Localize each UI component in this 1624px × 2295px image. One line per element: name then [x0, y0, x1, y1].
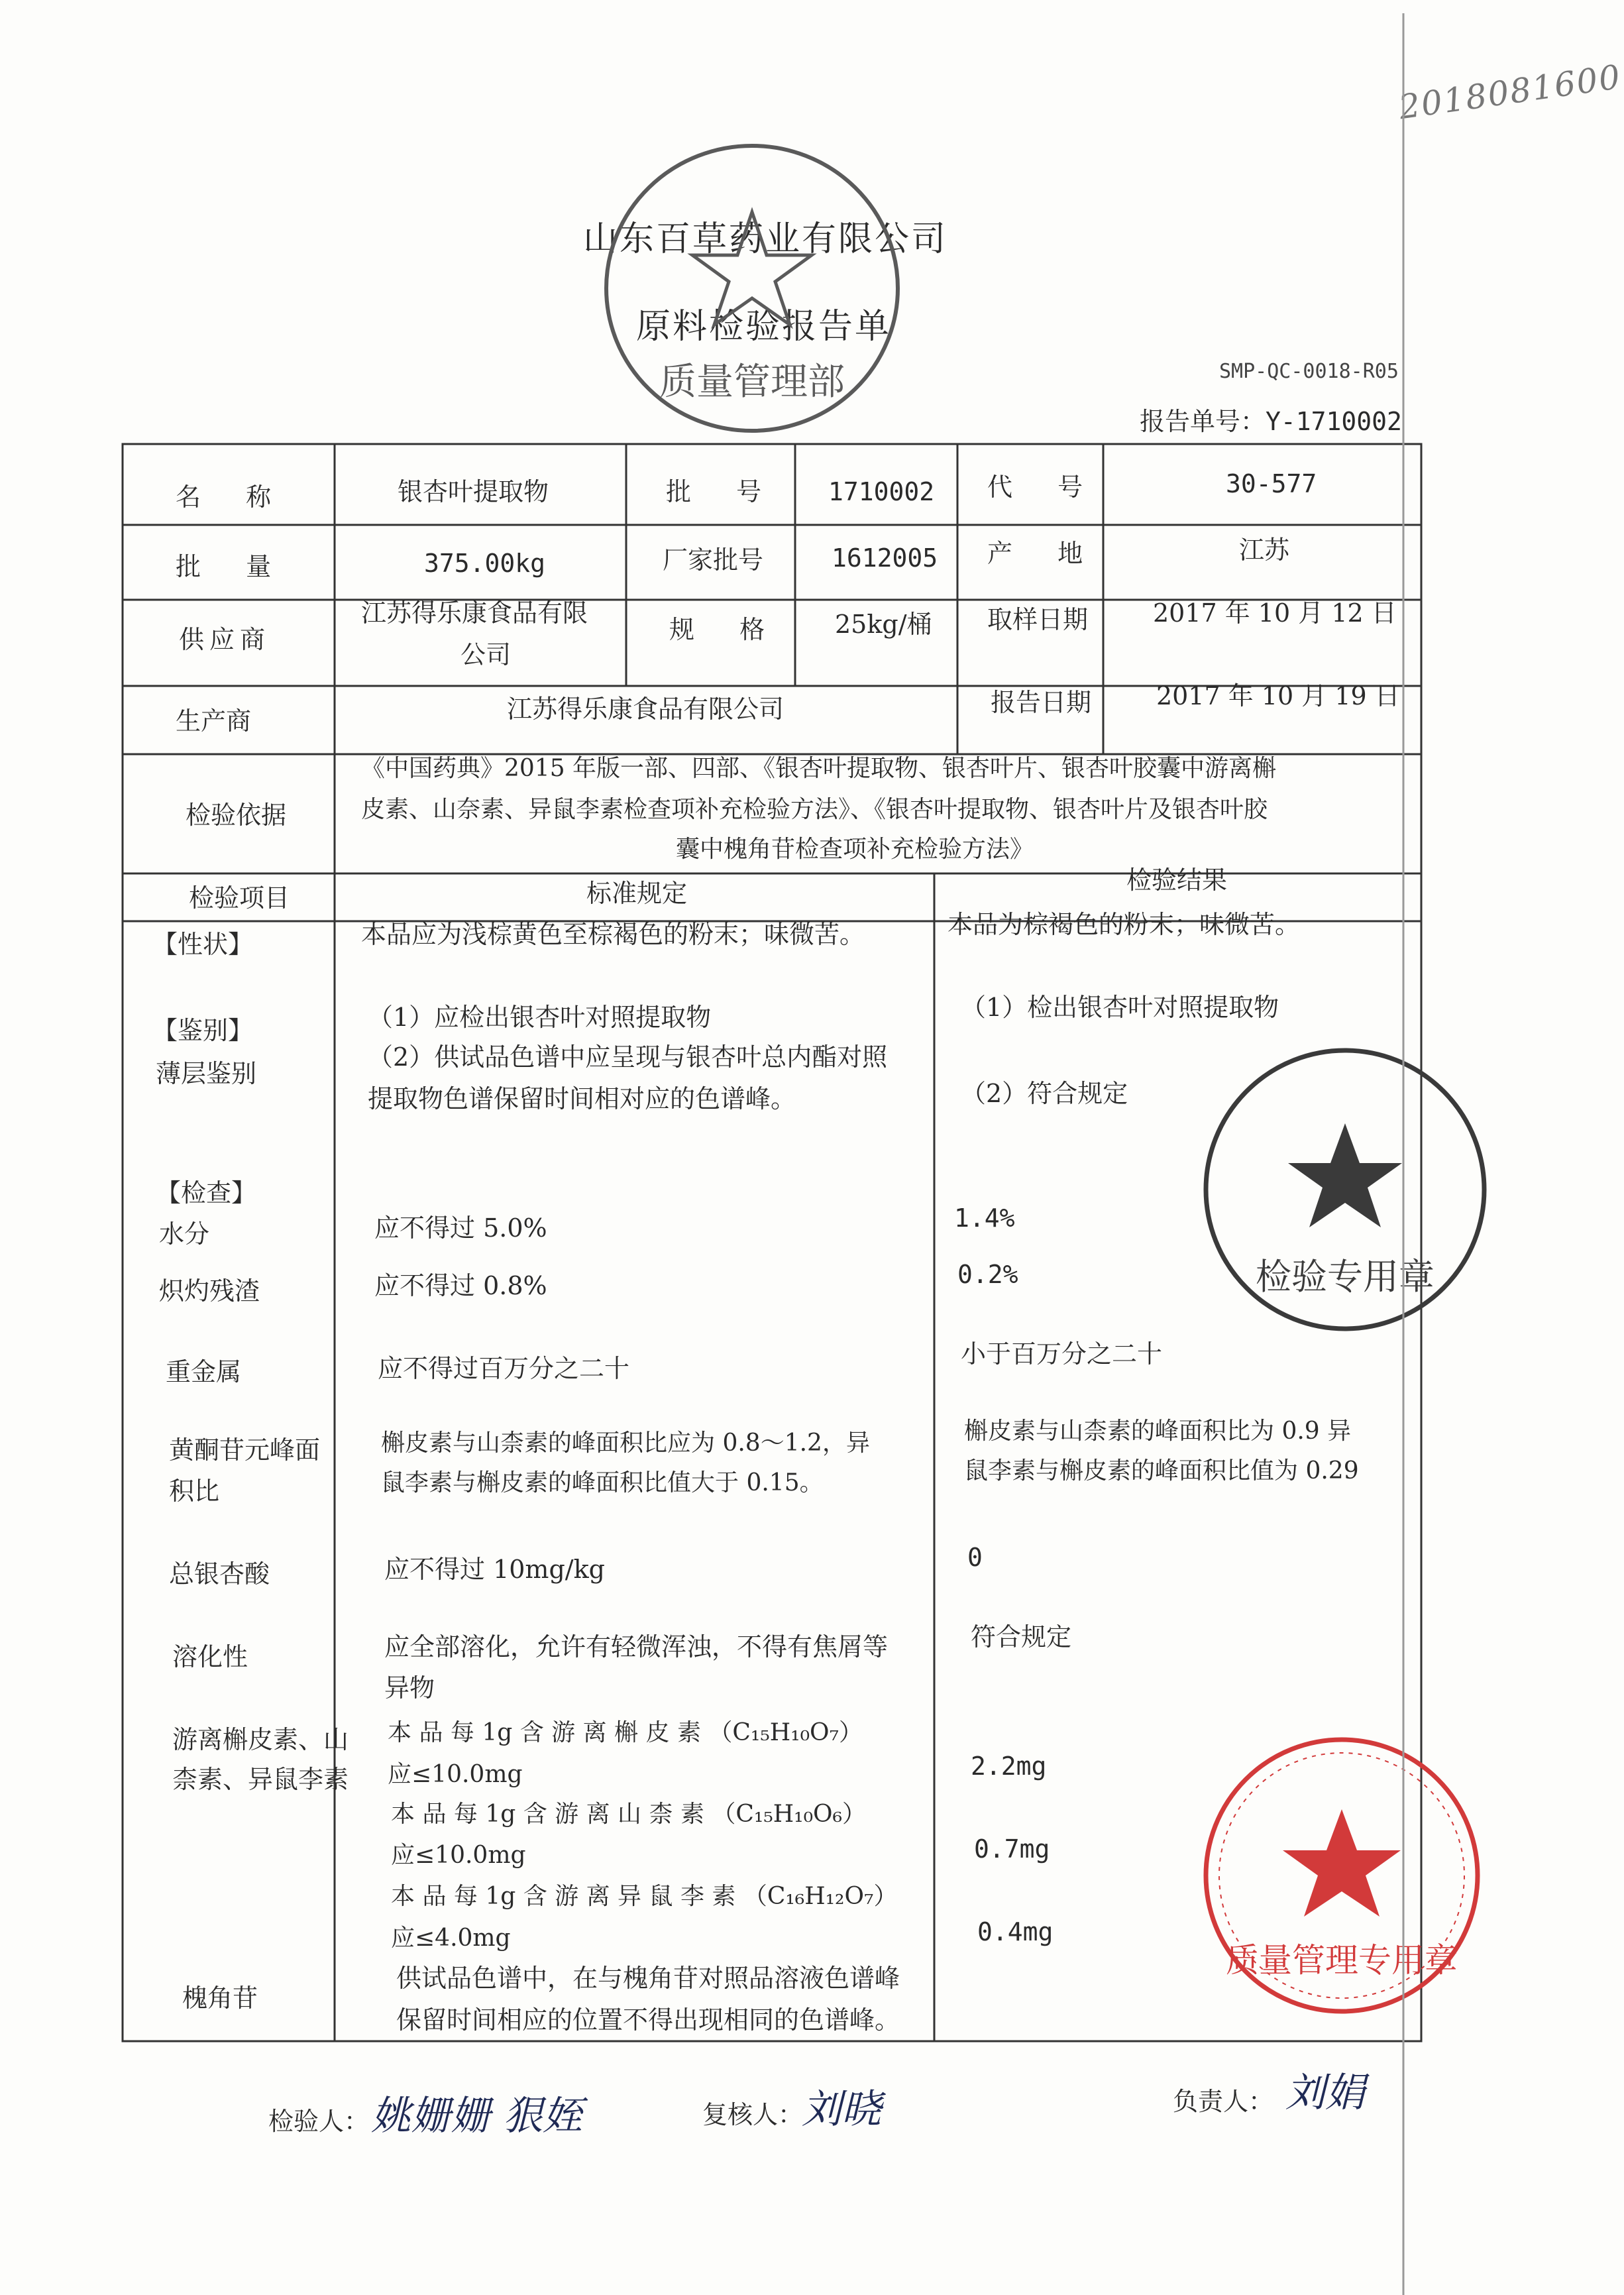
supplier-name-line2: 公司 — [460, 640, 512, 669]
report-number-label: 报告单号： — [1140, 407, 1266, 436]
report-number-value: Y-1710002 — [1266, 407, 1402, 436]
material-name: 银杏叶提取物 — [398, 477, 549, 506]
batch-number: 1710002 — [828, 477, 935, 506]
free-isorhamnetin-standard-1: 本 品 每 1g 含 游 离 异 鼠 李 素 （C₁₆H₁₂O₇） — [391, 1883, 898, 1910]
name-label: 名 称 — [176, 482, 290, 512]
sophoricoside-standard-1: 供试品色谱中，在与槐角苷对照品溶液色谱峰 — [396, 1964, 900, 1993]
heavy-metal-standard: 应不得过百万分之二十 — [378, 1354, 630, 1383]
supplier-name-line1: 江苏得乐康食品有限 — [361, 598, 588, 628]
sampling-date-label: 取样日期 — [987, 605, 1089, 634]
identification-label: 【鉴别】 — [152, 1016, 254, 1045]
basis-line-3: 囊中槐角苷检查项补充检验方法》 — [676, 836, 1034, 863]
free-aglycone-label-1: 游离槲皮素、山 — [172, 1725, 349, 1754]
spec-label: 规 格 — [669, 615, 784, 644]
document-code: SMP-QC-0018-R05 — [1219, 360, 1399, 383]
water-standard: 应不得过 5.0% — [374, 1213, 547, 1243]
flavonoid-ratio-standard-2: 鼠李素与槲皮素的峰面积比值大于 0.15。 — [381, 1469, 824, 1496]
batch-label: 批 号 — [666, 477, 781, 506]
ginkgolic-acid-label: 总银杏酸 — [169, 1559, 270, 1589]
solubility-standard-1: 应全部溶化，允许有轻微浑浊，不得有焦屑等 — [384, 1632, 889, 1661]
responsible-person-signature: 刘娟 — [1285, 2070, 1365, 2116]
inspector-signature: 姚姗姗 狠姪 — [371, 2093, 583, 2139]
sophoricoside-standard-2: 保留时间相应的位置不得出现相同的色谱峰。 — [396, 2005, 900, 2035]
inspection-label: 【检查】 — [156, 1178, 257, 1207]
report-date: 2017 年 10 月 19 日 — [1156, 681, 1400, 710]
identification-result-1: （1）检出银杏叶对照提取物 — [961, 993, 1279, 1022]
ignition-residue-result: 0.2% — [957, 1260, 1018, 1289]
flavonoid-ratio-result-1: 槲皮素与山柰素的峰面积比为 0.9 异 — [964, 1418, 1352, 1445]
manufacturer-batch-label: 厂家批号 — [663, 545, 764, 575]
report-title: 原料检验报告单 — [636, 307, 892, 347]
flavonoid-ratio-label-1: 黄酮苷元峰面 — [169, 1435, 321, 1465]
flavonoid-ratio-standard-1: 槲皮素与山柰素的峰面积比应为 0.8～1.2，异 — [381, 1429, 870, 1457]
spec-value: 25kg/桶 — [835, 610, 932, 639]
free-kaempferol-standard-2: 应≤10.0mg — [391, 1842, 526, 1869]
column-header-result: 检验结果 — [1126, 866, 1228, 895]
responsible-person-label: 负责人： — [1173, 2087, 1274, 2116]
identification-standard-2a: （2）供试品色谱中应呈现与银杏叶总内酯对照 — [368, 1042, 888, 1072]
water-result: 1.4% — [954, 1203, 1015, 1233]
identification-result-2: （2）符合规定 — [961, 1079, 1128, 1108]
free-isorhamnetin-result: 0.4mg — [977, 1917, 1054, 1946]
flavonoid-ratio-label-2: 积比 — [169, 1477, 220, 1506]
free-quercetin-standard-2: 应≤10.0mg — [388, 1761, 523, 1788]
sophoricoside-label: 槐角苷 — [182, 1984, 258, 2013]
sampling-date: 2017 年 10 月 12 日 — [1153, 598, 1397, 628]
material-code: 30-577 — [1226, 469, 1317, 498]
free-aglycone-label-2: 柰素、异鼠李素 — [172, 1765, 349, 1794]
free-kaempferol-standard-1: 本 品 每 1g 含 游 离 山 柰 素 （C₁₅H₁₀O₆） — [391, 1801, 866, 1828]
free-quercetin-result: 2.2mg — [971, 1752, 1047, 1781]
supplier-label: 供应商 — [179, 625, 271, 654]
company-title: 山东百草药业有限公司 — [583, 219, 948, 259]
producer-name: 江苏得乐康食品有限公司 — [507, 695, 785, 724]
identification-standard-1: （1）应检出银杏叶对照提取物 — [368, 1003, 712, 1032]
heavy-metal-result: 小于百万分之二十 — [961, 1339, 1163, 1369]
producer-label: 生产商 — [176, 706, 252, 736]
appearance-label: 【性状】 — [152, 930, 254, 959]
ginkgolic-acid-result: 0 — [967, 1543, 983, 1572]
heavy-metal-label: 重金属 — [166, 1357, 242, 1386]
manufacturer-batch-number: 1612005 — [832, 543, 938, 573]
column-header-item: 检验项目 — [189, 883, 290, 913]
origin-label: 产 地 — [987, 539, 1102, 568]
ignition-residue-standard: 应不得过 0.8% — [374, 1271, 547, 1300]
solubility-standard-2: 异物 — [384, 1673, 435, 1703]
ignition-residue-label: 炽灼残渣 — [159, 1276, 260, 1306]
svg-text:检验专用章: 检验专用章 — [1256, 1256, 1435, 1298]
quantity-label: 批 量 — [176, 552, 290, 581]
solubility-label: 溶化性 — [172, 1642, 248, 1671]
inspector-label: 检验人： — [268, 2107, 370, 2136]
basis-label: 检验依据 — [186, 801, 287, 830]
basis-line-1: 《中国药典》2015 年版一部、四部、《银杏叶提取物、银杏叶片、银杏叶胶囊中游离槲 — [361, 755, 1277, 782]
free-isorhamnetin-standard-2: 应≤4.0mg — [391, 1925, 511, 1952]
svg-text:质量管理专用章: 质量管理专用章 — [1226, 1941, 1458, 1980]
ginkgolic-acid-standard: 应不得过 10mg/kg — [384, 1555, 605, 1584]
water-label: 水分 — [159, 1219, 210, 1249]
origin-value: 江苏 — [1239, 535, 1290, 565]
svg-text:质量管理部: 质量管理部 — [659, 361, 845, 404]
free-quercetin-standard-1: 本 品 每 1g 含 游 离 槲 皮 素 （C₁₅H₁₀O₇） — [388, 1719, 863, 1746]
handwritten-archive-code: 2018081600 — [1396, 57, 1624, 127]
report-date-label: 报告日期 — [991, 688, 1092, 717]
basis-line-2: 皮素、山奈素、异鼠李素检查项补充检验方法》、《银杏叶提取物、银杏叶片及银杏叶胶 — [361, 796, 1268, 823]
appearance-standard: 本品应为浅棕黄色至棕褐色的粉末；味微苦。 — [361, 920, 865, 949]
batch-quantity: 375.00kg — [424, 549, 546, 578]
flavonoid-ratio-result-2: 鼠李素与槲皮素的峰面积比值为 0.29 — [964, 1457, 1359, 1484]
tlc-label: 薄层鉴别 — [156, 1059, 257, 1088]
reviewer-signature: 刘晓 — [802, 2086, 881, 2133]
reviewer-label: 复核人： — [702, 2100, 804, 2129]
column-header-standard: 标准规定 — [586, 879, 688, 908]
free-kaempferol-result: 0.7mg — [974, 1834, 1050, 1864]
appearance-result: 本品为棕褐色的粉末；味微苦。 — [947, 910, 1301, 939]
identification-standard-2b: 提取物色谱保留时间相对应的色谱峰。 — [368, 1084, 796, 1113]
solubility-result: 符合规定 — [971, 1622, 1072, 1651]
code-label: 代 号 — [987, 473, 1102, 502]
